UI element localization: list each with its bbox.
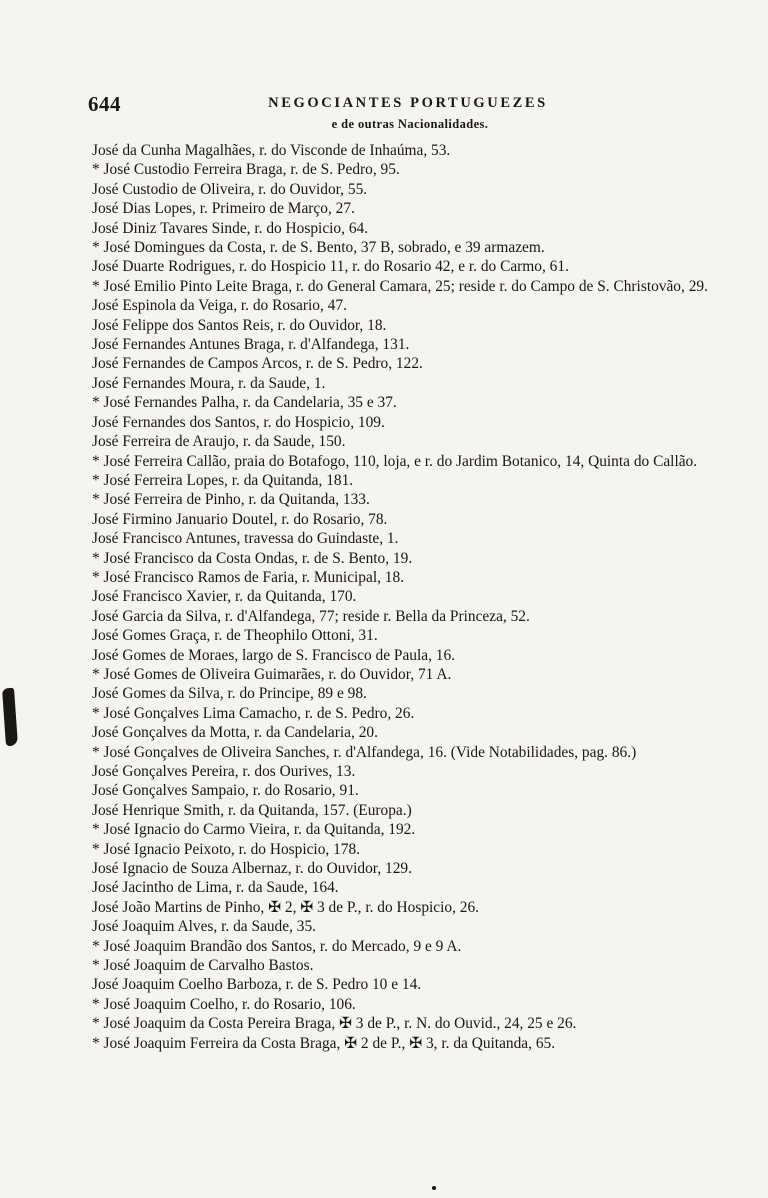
directory-entry: José da Cunha Magalhães, r. do Visconde de Inhaúma, 53.: [92, 142, 451, 159]
directory-entry: José Gomes Graça, r. de Theophilo Ottoni, 31.: [92, 627, 378, 645]
directory-entry: José Francisco Xavier, r. da Quitanda, 170.: [92, 588, 357, 606]
directory-entry: José Garcia da Silva, r. d'Alfandega, 77; reside r. Bella da Princeza, 52.: [92, 607, 530, 625]
directory-entry: * José Ferreira Callão, praia do Botafogo, 110, loja, e r. do Jardim Botanico, 14, Quinta do Callão.: [92, 452, 698, 470]
directory-entry: * José Francisco Ramos de Faria, r. Municipal, 18.: [92, 568, 405, 586]
directory-entry: * José Custodio Ferreira Braga, r. de S. Pedro, 95.: [92, 161, 400, 179]
directory-entry: José Fernandes Antunes Braga, r. d'Alfandega, 131.: [92, 336, 410, 354]
directory-entry: José Gomes de Moraes, largo de S. Francisco de Paula, 16.: [92, 646, 456, 664]
directory-entry: * José Gomes de Oliveira Guimarães, r. do Ouvidor, 71 A.: [92, 665, 452, 683]
directory-entry: José João Martins de Pinho, ✠ 2, ✠ 3 de P., r. do Hospicio, 26.: [92, 898, 480, 916]
directory-entry: José Ferreira de Araujo, r. da Saude, 150.: [92, 433, 346, 451]
directory-entry: José Francisco Antunes, travessa do Guindaste, 1.: [92, 530, 399, 548]
page-number: 644: [88, 92, 121, 116]
directory-entry: * José Joaquim Brandão dos Santos, r. do Mercado, 9 e 9 A.: [92, 937, 462, 955]
directory-entry: José Duarte Rodrigues, r. do Hospicio 11, r. do Rosario 42, e r. do Carmo, 61.: [92, 258, 569, 276]
directory-entry: José Joaquim Coelho Barboza, r. de S. Pedro 10 e 14.: [92, 976, 422, 994]
directory-entry: * José Gonçalves Lima Camacho, r. de S. Pedro, 26.: [92, 704, 415, 722]
ink-dot-mark: [432, 1186, 436, 1190]
running-head-title: NEGOCIANTES PORTUGUEZES: [268, 95, 548, 111]
directory-entry: * José Ignacio do Carmo Vieira, r. da Quitanda, 192.: [92, 821, 416, 839]
directory-entry: José Henrique Smith, r. da Quitanda, 157. (Europa.): [92, 801, 412, 819]
directory-entry: * José Ferreira Lopes, r. da Quitanda, 181.: [92, 471, 354, 489]
running-head-subtitle: e de outras Nacionalidades.: [331, 117, 489, 131]
directory-entry: José Gonçalves da Motta, r. da Candelaria, 20.: [92, 724, 378, 742]
directory-entry: José Firmino Januario Doutel, r. do Rosario, 78.: [92, 510, 388, 528]
merchant-directory-list: [92, 141, 724, 1053]
directory-entry: José Jacintho de Lima, r. da Saude, 164.: [92, 879, 339, 897]
directory-entry: José Fernandes dos Santos, r. do Hospicio, 109.: [92, 413, 385, 431]
directory-entry: José Dias Lopes, r. Primeiro de Março, 27.: [92, 200, 355, 218]
ink-stain-mark: [2, 688, 18, 747]
directory-entry: José Diniz Tavares Sinde, r. do Hospicio, 64.: [92, 219, 369, 237]
directory-entry: José Felippe dos Santos Reis, r. do Ouvidor, 18.: [92, 316, 387, 334]
directory-entry: * José Domingues da Costa, r. de S. Bento, 37 B, sobrado, e 39 armazem.: [92, 239, 545, 257]
directory-entry: * José Fernandes Palha, r. da Candelaria, 35 e 37.: [92, 394, 397, 412]
directory-entry: * José Ignacio Peixoto, r. do Hospicio, 178.: [92, 840, 361, 858]
directory-entry: José Fernandes de Campos Arcos, r. de S. Pedro, 122.: [92, 355, 423, 373]
directory-entry: José Espinola da Veiga, r. do Rosario, 47.: [92, 297, 347, 315]
directory-entry: * José Joaquim Coelho, r. do Rosario, 106.: [92, 995, 356, 1013]
directory-entry: José Custodio de Oliveira, r. do Ouvidor, 55.: [92, 180, 368, 198]
directory-entry: * José Gonçalves de Oliveira Sanches, r. d'Alfandega, 16. (Vide Notabilidades, pag. 86.): [92, 743, 637, 761]
directory-entry: * José Francisco da Costa Ondas, r. de S. Bento, 19.: [92, 549, 413, 567]
directory-entry: * José Joaquim Ferreira da Costa Braga, ✠ 2 de P., ✠ 3, r. da Quitanda, 65.: [92, 1034, 556, 1052]
directory-entry: José Gonçalves Sampaio, r. do Rosario, 91.: [92, 782, 359, 800]
directory-entry: José Gomes da Silva, r. do Principe, 89 e 98.: [92, 685, 367, 703]
directory-entry: José Joaquim Alves, r. da Saude, 35.: [92, 918, 316, 936]
directory-entry: José Fernandes Moura, r. da Saude, 1.: [92, 374, 326, 392]
directory-entry: José Gonçalves Pereira, r. dos Ourives, 13.: [92, 763, 356, 780]
directory-entry: * José Joaquim de Carvalho Bastos.: [92, 957, 314, 975]
directory-entry: José Ignacio de Souza Albernaz, r. do Ouvidor, 129.: [92, 860, 412, 878]
directory-entry: * José Ferreira de Pinho, r. da Quitanda, 133.: [92, 491, 370, 509]
directory-entry: * José Joaquim da Costa Pereira Braga, ✠ 3 de P., r. N. do Ouvid., 24, 25 e 26.: [92, 1015, 577, 1033]
directory-entry: * José Emilio Pinto Leite Braga, r. do General Camara, 25; reside r. do Campo de S. Christovão, 29.: [92, 277, 708, 295]
